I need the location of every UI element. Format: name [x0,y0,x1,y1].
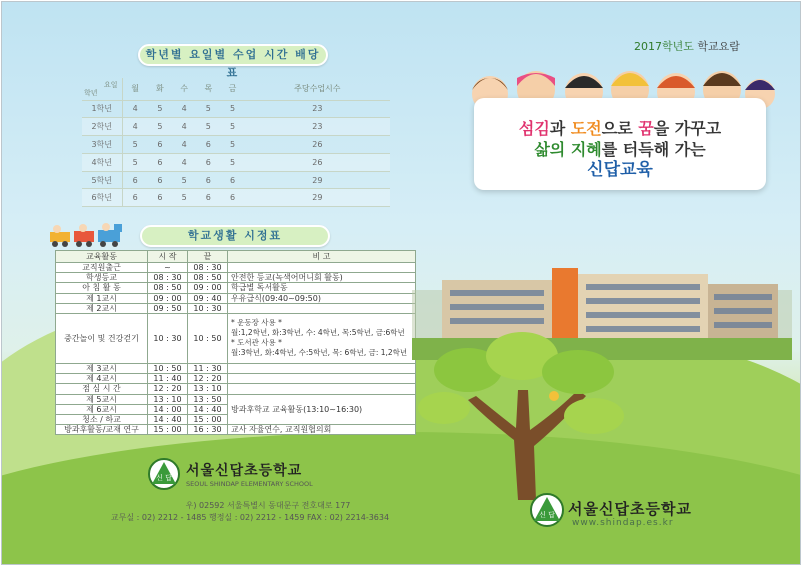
school-name: 서울신답초등학교 [186,463,303,479]
table-row: 3학년 5 6 4 6 5 26 [82,136,390,154]
table-row: 청소 / 하교 14 : 40 15 : 00 [56,414,416,424]
slogan-line-3: 신답교육 [587,160,653,180]
table-row: 방과후활동/교재 연구 15 : 00 16 : 30 교사 자율연수, 교직원협의회 [56,425,416,435]
table-row: 제 1교시 09 : 00 09 : 40 우유급식(09:40~09:50) [56,293,416,303]
toy-train-illustration [48,222,130,248]
table-row: 아 침 활 동 08 : 50 09 : 00 학급별 독서활동 [56,283,416,293]
year-label: 2017학년도 학교요람 [634,40,740,53]
column-header: 끝 [188,251,228,263]
school-url[interactable]: www.shindap.es.kr [572,518,674,528]
school-name-large: 서울신답초등학교 [568,500,692,518]
schedule-section-title: 학교생활 시정표 [140,225,330,247]
column-header: 비 고 [228,251,416,263]
table-row: 제 3교시 10 : 50 11 : 30 [56,363,416,373]
table-row: 점 심 시 간 12 : 20 13 : 10 [56,384,416,394]
table-row: 2학년 4 5 4 5 5 23 [82,118,390,136]
hours-section-title: 학년별 요일별 수업 시간 배당표 [138,44,328,66]
column-header: 월 [122,78,148,100]
column-header: 수 [172,78,196,100]
class-hours-table [82,78,390,207]
table-row: 제 5교시 13 : 10 13 : 50 방과후학교 교육활동(13:10~16:30) [56,394,416,404]
column-header: 주당수업시수 [245,78,390,100]
table-row: 학생등교 08 : 30 08 : 50 안전한 등교(녹색어머니회 활동) [56,273,416,283]
slogan-line-1: 섬김과 도전으로 꿈을 가꾸고 [518,119,722,138]
tree-illustration [418,330,638,500]
column-header: 화 [148,78,172,100]
table-row: 4학년 5 6 4 6 5 26 [82,153,390,171]
daily-schedule-table [55,250,416,435]
school-emblem-left [148,458,180,490]
svg-text:신 답: 신 답 [156,474,172,482]
column-header: 목 [196,78,220,100]
table-row: 제 4교시 11 : 40 12 : 20 [56,374,416,384]
column-header: 교육활동 [56,251,148,263]
break-time-note: * 운동장 사용 * 월:1,2학년, 화:3학년, 수: 4학년, 목:5학년, 금:6학년 * 도서관 사용 * 월:3학년, 화:4학년, 수:5학년, 목: 6학년, 금: 1,2학년 [228,313,416,363]
slogan-text [474,118,766,181]
table-row: 중간놀이 및 건강걷기 10 : 30 10 : 50 * 운동장 사용 * 월:1,2학년, 화:3학년, 수: 4학년, 목:5학년, 금:6학년 * 도서관 사용 * 월:3학년, 화:4학년, 수:5학년, 목: 6학년, 금: 1,2학년 [56,313,416,363]
table-corner-header: 요일 학년 [82,78,122,100]
svg-text:신 답: 신 답 [539,511,555,519]
column-header: 금 [220,78,244,100]
column-header: 시 작 [148,251,188,263]
school-address: 우) 02592 서울특별시 동대문구 전호대로 177 [185,501,351,510]
contact-numbers: 교무실 : 02) 2212 - 1485 행정실 : 02) 2212 - 1459 FAX : 02) 2214-3634 [110,513,390,522]
school-name-english: SEOUL SHINDAP ELEMENTARY SCHOOL [186,480,313,488]
slogan-line-2: 삶의 지혜를 터득해 가는 [534,140,706,159]
school-emblem-right [530,493,564,527]
table-row: 교직원출근 ~ 08 : 30 [56,263,416,273]
table-row: 제 2교시 09 : 50 10 : 30 [56,303,416,313]
table-row: 제 6교시 14 : 00 14 : 40 [56,404,416,414]
table-row: 1학년 4 5 4 5 5 23 [82,100,390,118]
table-row: 6학년 6 6 5 6 6 29 [82,189,390,207]
after-school-note: 방과후학교 교육활동(13:10~16:30) [228,394,416,425]
table-row: 5학년 6 6 5 6 6 29 [82,171,390,189]
